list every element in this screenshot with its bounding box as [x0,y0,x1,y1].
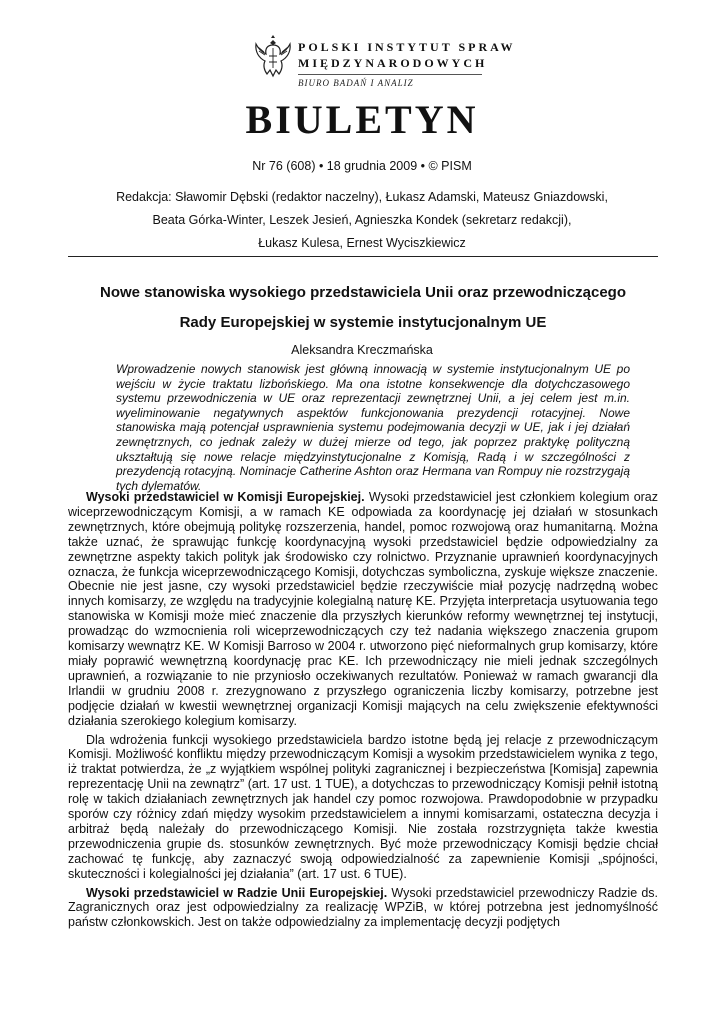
editors-line: Redakcja: Sławomir Dębski (redaktor naczelny), Łukasz Adamski, Mateusz Gniazdowski, [116,190,608,204]
article-body [68,490,658,934]
masthead-title: BIULETYN [245,97,479,142]
paragraph [68,886,658,931]
org-name-line1: POLSKI INSTYTUT SPRAW [298,40,516,54]
section-heading: Wysoki przedstawiciel w Radzie Unii Europejskiej. [86,885,388,900]
editors-line: Beata Górka-Winter, Leszek Jesień, Agnieszka Kondek (sekretarz redakcji), [152,213,572,227]
header-divider [68,256,658,257]
paragraph [68,733,658,882]
pism-logo [254,34,516,94]
article-title [68,278,658,338]
paragraph-text: Dla wdrożenia funkcji wysokiego przedstawiciela bardzo istotne będą jej relacje z przewodniczącym Komisji. Możliwość konfliktu między przewodniczącym Komisji a wysokim przedstawicielem wynika z tego, iż traktat potwierdza, że „z wyjątkiem wspólnej polityki zagranicznej i bezpieczeństwa [Komisja] zapewnia reprezentację Unii na zewnątrz” (art. 17 ust. 1 TUE), a dotychczas to przewodniczący Komisji pełnił istotną rolę w takich działaniach zewnętrznych jak handel czy pomoc rozwojowa. Prawdopodobnie w przypadku sporów czy różnicy zdań między wysokim przedstawicielem a innymi komisarzami, ostateczna decyzja i arbitraż będą należały do przewodniczącego Komisji. Nie została rozstrzygnięta także kwestia przewodniczenia grupie ds. stosunków zewnętrznych. Być może przewodniczący Komisji będzie chciał zachować tę funkcję, aby zaznaczyć swoją odpowiedzialność za zapewnienie Komisji „spójności, skuteczności i kolegialności jej działania” (art. 17 ust. 6 TUE). [68,732,658,881]
org-subtitle: BIURO BADAŃ I ANALIZ [298,78,414,88]
editors-line: Łukasz Kulesa, Ernest Wyciszkiewicz [258,236,466,250]
paragraph-text: Wysoki przedstawiciel przewodniczy Radzie ds. Zagranicznych oraz jest odpowiedzialny za realizację WPZiB, w której potrzebna jest jednomyślność państw członkowskich. Jest on także odpowiedzialny za implementację decyzji podjętych [68,885,658,930]
org-name-line2: MIĘDZYNARODOWYCH [298,56,488,70]
eagle-emblem-icon [254,34,292,80]
paragraph [68,490,658,729]
article-author: Aleksandra Kreczmańska [291,343,433,357]
paragraph-text: Wysoki przedstawiciel jest członkiem kolegium oraz wiceprzewodniczącym Komisji, a w ramach KE odpowiada za koordynację jej działań w stosunkach zewnętrznych, które obejmują politykę rozszerzenia, handel, pomoc rozwojową oraz humanitarną. Można także uznać, że sprawując funkcję koordynacyjną wysoki przedstawiciel będzie odpowiedzialny za zewnętrzne aspekty takich polityk jak środowisko czy rolnictwo. Przyznanie uprawnień koordynacyjnych oznacza, że funkcja wiceprzewodniczącego Komisji, dotychczas symboliczna, zyskuje większe znaczenie. Obecnie nie jest jasne, czy wysoki przedstawiciel będzie rzeczywiście miał pozycję nadrzędną wobec innych komisarzy, ze względu na tradycyjnie kolegialną naturę KE. Przyjęta interpretacja usytuowania tego stanowiska w Komisji może mieć znaczenie dla przyszłych kierunków reformy wewnętrznej tej instytucji, prowadząc do wzmocnienia roli wiceprzewodniczących czy też nadania większego znaczenia grupom komisarzy wewnątrz KE. W Komisji Barroso w 2004 r. utworzono pięć nieformalnych grup komisarzy, które miały poprawić wewnętrzną koordynację prac KE. Ich przewodniczący nie mieli jednak szczególnych uprawnień, a rozwiązanie to nie przyniosło oczekiwanych rezultatów. Ponieważ w ramach gwarancji dla Irlandii w grudniu 2008 r. zrezygnowano z przyszłego ograniczenia liczby komisarzy, potrzebne jest podjęcie działań w kwestii wewnętrznej organizacji Komisji mających na celu zwiększenie efektywności działania szerokiego kolegium komisarzy. [68,490,659,728]
logo-divider [298,74,482,75]
title-line: Rady Europejskiej w systemie instytucjonalnym UE [179,314,547,331]
title-line: Nowe stanowiska wysokiego przedstawiciela Unii oraz przewodniczącego [100,284,626,301]
issue-info: Nr 76 (608) • 18 grudnia 2009 • © PISM [252,159,472,173]
article-abstract: Wprowadzenie nowych stanowisk jest główną innowacją w systemie instytucjonalnym UE po wejściu w życie traktatu lizbońskiego. Ma ona istotne konsekwencje dla dotychczasowego systemu przewodniczenia w UE oraz reprezentacji zewnętrznej Unii, a jej celem jest m.in. wyeliminowanie negatywnych aspektów funkcjonowania prezydencji rotacyjnej. Nowe stanowiska mają potencjał usprawnienia systemu podejmowania decyzji w UE, jak i jej działań zewnętrznych, co jednak zależy w dużej mierze od tego, jak poprzez praktykę polityczną ukształtują się nowe relacje międzyinstytucjonalne z Komisją, Radą i w szczególności z prezydencją rotacyjną. Nominacje Catherine Ashton oraz Hermana van Rompuy nie rozstrzygają tych dylematów. [116,362,630,493]
editorial-board [80,186,644,255]
section-heading: Wysoki przedstawiciel w Komisji Europejskiej. [86,490,365,504]
